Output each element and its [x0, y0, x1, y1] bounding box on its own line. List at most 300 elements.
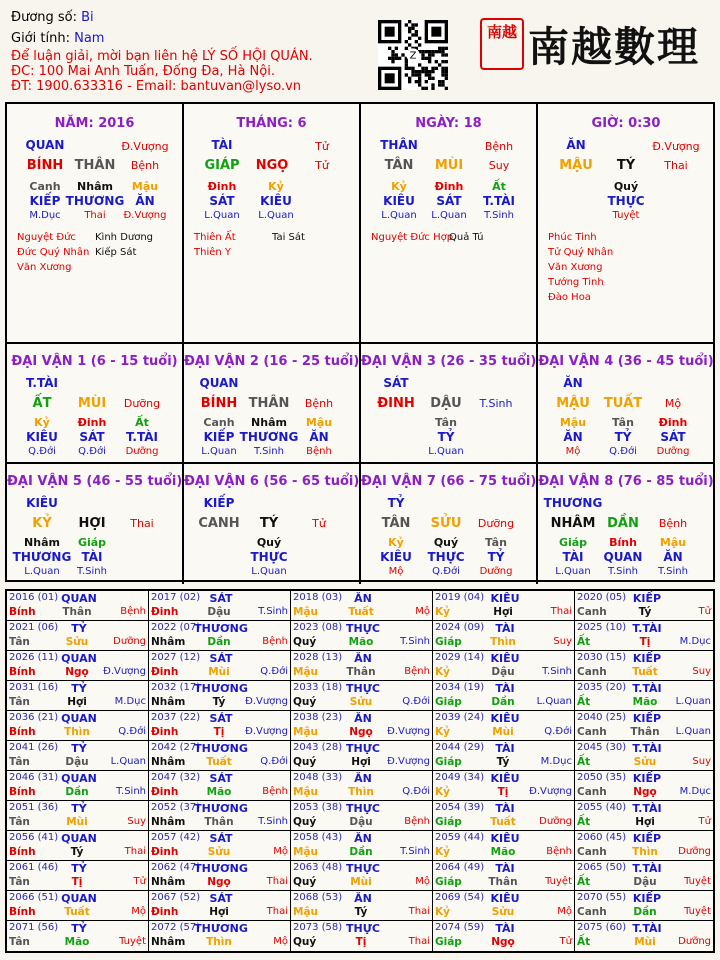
- annual-year: 2044 (29): [435, 742, 485, 753]
- annual-year: 2027 (12): [151, 652, 201, 663]
- annual-year: 2058 (43): [293, 832, 343, 843]
- annual-can: Giáp: [435, 696, 462, 708]
- annual-chi: Tý: [496, 756, 510, 768]
- annual-chi: Tý: [212, 696, 226, 708]
- annual-cell: [149, 831, 291, 861]
- annual-year: 2052 (37): [151, 802, 201, 813]
- pillar-misc: [17, 230, 153, 275]
- annual-cell: [291, 801, 433, 831]
- annual-can: Kỷ: [435, 846, 450, 858]
- dv-hidden-can: Quý: [433, 536, 459, 549]
- owner-line: [11, 10, 94, 26]
- dv-hidden-truong: L.Quan: [428, 446, 464, 457]
- annual-cell: [575, 621, 713, 651]
- annual-chi: Hợi: [67, 696, 87, 708]
- annual-truong: Q.Đới: [402, 786, 430, 797]
- annual-truong: Đ.Vượng: [245, 726, 288, 737]
- annual-year: 2032 (17): [151, 682, 201, 693]
- annual-chi: Ngọ: [207, 876, 231, 888]
- annual-truong: Đ.Vượng: [103, 666, 146, 677]
- annual-star: ĂN: [354, 592, 372, 605]
- annual-star: T.TÀI: [632, 922, 662, 935]
- annual-year: 2072 (57): [151, 922, 201, 933]
- pillar-truong: Tử: [315, 159, 329, 172]
- annual-chi: Ngọ: [349, 726, 373, 738]
- dv-hidden-truong: Dưỡng: [479, 566, 513, 577]
- annual-star: QUAN: [61, 892, 97, 905]
- dai-van-title: ĐẠI VẬN 8 (76 - 85 tuổi): [538, 474, 714, 489]
- annual-cell: [433, 591, 575, 621]
- dai-van-cell: [361, 344, 538, 464]
- dv-hidden-star: THỰC: [250, 550, 288, 564]
- annual-year: 2060 (45): [577, 832, 627, 843]
- annual-can: Mậu: [293, 666, 319, 678]
- annual-can: Nhâm: [151, 756, 186, 768]
- annual-truong: Q.Đới: [260, 756, 288, 767]
- annual-truong: Bệnh: [120, 606, 146, 617]
- annual-truong: Mộ: [415, 606, 430, 617]
- annual-can: Canh: [577, 606, 607, 618]
- dai-van-title: ĐẠI VẬN 5 (46 - 55 tuổi): [7, 474, 183, 489]
- annual-can: Giáp: [435, 756, 462, 768]
- annual-chi: Thìn: [64, 726, 90, 738]
- dai-van-truong: Bệnh: [304, 397, 334, 410]
- contact-line-1: Để luận giải, mời bạn liên hệ LÝ SỐ HỘI QUÁN.: [11, 49, 313, 64]
- annual-chi: Tị: [639, 636, 651, 648]
- annual-cell: [149, 891, 291, 921]
- annual-star: KIẾP: [632, 892, 662, 905]
- annual-cell: [575, 801, 713, 831]
- annual-truong: Mộ: [273, 846, 288, 857]
- annual-cell: [291, 591, 433, 621]
- annual-chi: Sửu: [491, 906, 515, 918]
- annual-cell: [7, 891, 149, 921]
- annual-chi: Hợi: [351, 756, 371, 768]
- pillar-misc: [194, 230, 305, 260]
- annual-star: QUAN: [61, 712, 97, 725]
- annual-cell: [575, 771, 713, 801]
- hidden-star: THỰC: [607, 194, 645, 208]
- annual-star: THỰC: [346, 742, 380, 755]
- annual-cell: [575, 921, 713, 951]
- pillar-main-star: TÀI: [211, 138, 233, 152]
- annual-can: Bính: [9, 666, 36, 678]
- annual-year: 2049 (34): [435, 772, 485, 783]
- annual-star: SÁT: [209, 712, 233, 725]
- pillar-cell: [361, 104, 538, 344]
- annual-star: THƯƠNG: [194, 862, 248, 875]
- annual-truong: Tuyệt: [545, 876, 572, 887]
- annual-star: THƯƠNG: [194, 622, 248, 635]
- annual-year: 2041 (26): [9, 742, 59, 753]
- hidden-can: Quý: [613, 180, 639, 193]
- annual-cell: [149, 921, 291, 951]
- dv-hidden-can: Nhâm: [251, 416, 287, 429]
- dv-hidden-truong: Q.Đới: [432, 566, 460, 577]
- annual-star: THỰC: [346, 922, 380, 935]
- dai-van-chi: MÙI: [77, 396, 107, 411]
- dai-van-chi: HỢI: [78, 516, 106, 531]
- dai-van-truong: Tử: [312, 517, 326, 530]
- pillar-can: TÂN: [384, 158, 414, 173]
- annual-chi: Mùi: [66, 816, 88, 828]
- annual-year: 2018 (03): [293, 592, 343, 603]
- annual-cell: [7, 711, 149, 741]
- dai-van-can: CANH: [198, 516, 240, 531]
- annual-truong: M.Dục: [679, 786, 711, 797]
- annual-star: ĂN: [354, 892, 372, 905]
- annual-chi: Mão: [348, 636, 374, 648]
- annual-chi: Thân: [488, 876, 518, 888]
- hidden-truong: L.Quan: [431, 210, 467, 221]
- annual-star: TỶ: [71, 802, 87, 815]
- dai-van-truong: Bệnh: [658, 517, 688, 530]
- dv-hidden-can: Nhâm: [24, 536, 60, 549]
- annual-star: QUAN: [61, 772, 97, 785]
- annual-year: 2051 (36): [9, 802, 59, 813]
- annual-cell: [575, 891, 713, 921]
- annual-chi: Dần: [633, 906, 657, 918]
- annual-chi: Dậu: [65, 756, 89, 768]
- misc-row: [194, 245, 305, 260]
- annual-year: 2024 (09): [435, 622, 485, 633]
- misc-star-left: Đào Hoa: [548, 292, 591, 303]
- annual-chi: Tị: [497, 786, 509, 798]
- dai-van-cell: [184, 464, 361, 584]
- annual-star: T.TÀI: [632, 682, 662, 695]
- dv-hidden-star: TÀI: [562, 550, 584, 564]
- annual-chi: Ngọ: [633, 786, 657, 798]
- annual-cell: [7, 741, 149, 771]
- dai-van-chi: THÂN: [248, 396, 290, 411]
- annual-cell: [575, 651, 713, 681]
- annual-can: Đinh: [151, 666, 179, 678]
- annual-year: 2042 (27): [151, 742, 201, 753]
- dv-hidden-truong: Dưỡng: [125, 446, 159, 457]
- annual-year: 2043 (28): [293, 742, 343, 753]
- dai-van-cell: [7, 464, 184, 584]
- annual-chi: Dần: [65, 786, 89, 798]
- misc-row: [17, 260, 153, 275]
- dai-van-cell: [7, 344, 184, 464]
- annual-cell: [433, 771, 575, 801]
- annual-can: Mậu: [293, 786, 319, 798]
- annual-chi: Sửu: [207, 846, 231, 858]
- red-seal-logo: [480, 18, 524, 70]
- annual-star: KIẾP: [632, 712, 662, 725]
- misc-star-left: Thiên Y: [194, 247, 232, 258]
- dv-hidden-can: Đinh: [658, 416, 688, 429]
- annual-truong: Suy: [127, 816, 146, 827]
- dai-van-title: ĐẠI VẬN 2 (16 - 25 tuổi): [184, 354, 360, 369]
- annual-star: TÀI: [495, 802, 515, 815]
- annual-year: 2069 (54): [435, 892, 485, 903]
- annual-can: Quý: [293, 756, 317, 768]
- annual-can: Giáp: [435, 816, 462, 828]
- annual-cell: [433, 741, 575, 771]
- annual-chi: Tị: [355, 936, 367, 948]
- pillar-cell: [184, 104, 361, 344]
- dv-hidden-can: Kỷ: [34, 416, 50, 429]
- annual-truong: M.Dục: [540, 756, 572, 767]
- dv-hidden-truong: Mộ: [388, 566, 404, 577]
- annual-truong: Q.Đới: [260, 666, 288, 677]
- annual-year: 2038 (23): [293, 712, 343, 723]
- annual-truong: T.Sinh: [258, 606, 288, 617]
- annual-star: KIẾP: [632, 772, 662, 785]
- dv-hidden-star: ĂN: [563, 430, 583, 444]
- annual-can: Mậu: [293, 906, 319, 918]
- annual-can: Tân: [9, 936, 30, 948]
- dai-van-star: KIÊU: [26, 496, 58, 510]
- annual-truong: Mộ: [131, 906, 146, 917]
- annual-truong: Q.Đới: [402, 696, 430, 707]
- dv-hidden-star: THƯƠNG: [12, 550, 72, 564]
- dv-hidden-truong: T.Sinh: [658, 566, 688, 577]
- annual-star: TÀI: [495, 622, 515, 635]
- annual-chi: Dậu: [349, 816, 373, 828]
- pillar-right-label: Bệnh: [484, 140, 514, 153]
- annual-truong: Q.Đới: [544, 726, 572, 737]
- pillar-title: NĂM: 2016: [54, 116, 135, 131]
- pillar-cell: [538, 104, 714, 344]
- pillar-main-star: ĂN: [566, 138, 586, 152]
- dai-van-chi: SỬU: [430, 516, 462, 531]
- hidden-can: Nhâm: [77, 180, 113, 193]
- hidden-star: KIÊU: [383, 194, 415, 208]
- annual-can: Ất: [577, 876, 591, 888]
- dv-hidden-star: THƯƠNG: [239, 430, 299, 444]
- annual-star: THỰC: [346, 622, 380, 635]
- dv-hidden-star: T.TÀI: [126, 430, 158, 444]
- dv-hidden-can: Tân: [485, 536, 507, 549]
- annual-can: Đinh: [151, 906, 179, 918]
- annual-cell: [291, 711, 433, 741]
- annual-can: Đinh: [151, 846, 179, 858]
- annual-year: 2025 (10): [577, 622, 627, 633]
- annual-truong: Đ.Vượng: [387, 756, 430, 767]
- annual-luck-table: [5, 589, 715, 953]
- annual-year: 2064 (49): [435, 862, 485, 873]
- annual-truong: Đ.Vượng: [245, 696, 288, 707]
- annual-star: KIÊU: [490, 652, 520, 665]
- annual-can: Ất: [577, 816, 591, 828]
- annual-can: Giáp: [435, 936, 462, 948]
- annual-cell: [291, 891, 433, 921]
- annual-truong: Tuyệt: [684, 906, 711, 917]
- contact-line-3: ĐT: 1900.633316 - Email: bantuvan@lyso.vn: [11, 79, 302, 94]
- dv-hidden-can: Mậu: [659, 536, 687, 549]
- annual-star: T.TÀI: [632, 742, 662, 755]
- annual-chi: Dần: [491, 696, 515, 708]
- annual-year: 2035 (20): [577, 682, 627, 693]
- annual-year: 2053 (38): [293, 802, 343, 813]
- annual-year: 2020 (05): [577, 592, 627, 603]
- annual-year: 2062 (47): [151, 862, 201, 873]
- annual-truong: Tử: [559, 936, 572, 947]
- annual-year: 2017 (02): [151, 592, 201, 603]
- annual-chi: Tị: [71, 876, 83, 888]
- annual-year: 2037 (22): [151, 712, 201, 723]
- annual-chi: Tị: [213, 726, 225, 738]
- seal-text: 南越: [486, 23, 517, 41]
- pillar-truong: Bệnh: [130, 159, 160, 172]
- annual-truong: Dưỡng: [678, 936, 711, 947]
- dv-hidden-can: Giáp: [77, 536, 107, 549]
- hidden-can: Kỷ: [391, 180, 407, 193]
- annual-year: 2030 (15): [577, 652, 627, 663]
- annual-truong: Đ.Vượng: [529, 786, 572, 797]
- annual-star: TỶ: [71, 622, 87, 635]
- dv-hidden-truong: L.Quan: [555, 566, 591, 577]
- hidden-can: Ất: [492, 180, 506, 193]
- annual-year: 2047 (32): [151, 772, 201, 783]
- annual-chi: Tý: [70, 846, 84, 858]
- annual-star: TÀI: [495, 862, 515, 875]
- annual-truong: Bệnh: [404, 666, 430, 677]
- dai-van-star: QUAN: [199, 376, 239, 390]
- annual-can: Kỷ: [435, 666, 450, 678]
- annual-can: Canh: [577, 846, 607, 858]
- annual-cell: [433, 831, 575, 861]
- annual-cell: [433, 621, 575, 651]
- annual-cell: [149, 621, 291, 651]
- annual-year: 2056 (41): [9, 832, 59, 843]
- annual-year: 2054 (39): [435, 802, 485, 813]
- pillar-main-star: QUAN: [25, 138, 65, 152]
- annual-chi: Sửu: [65, 636, 89, 648]
- annual-chi: Mão: [206, 786, 232, 798]
- annual-chi: Hợi: [209, 906, 229, 918]
- pillar-chi: TÝ: [616, 158, 636, 173]
- annual-year: 2059 (44): [435, 832, 485, 843]
- annual-can: Tân: [9, 876, 30, 888]
- annual-chi: Dần: [349, 846, 373, 858]
- annual-truong: Tử: [698, 606, 711, 617]
- annual-cell: [291, 831, 433, 861]
- annual-year: 2055 (40): [577, 802, 627, 813]
- annual-year: 2029 (14): [435, 652, 485, 663]
- annual-cell: [7, 651, 149, 681]
- annual-star: KIÊU: [490, 712, 520, 725]
- dai-van-truong: Dưỡng: [123, 397, 161, 410]
- dv-hidden-star: QUAN: [603, 550, 643, 564]
- annual-star: KIẾP: [632, 652, 662, 665]
- dai-van-can: MẬU: [556, 396, 590, 411]
- annual-can: Bính: [9, 786, 36, 798]
- dv-hidden-star: SÁT: [660, 430, 686, 444]
- misc-star-left: Tướng Tinh: [548, 277, 604, 288]
- annual-truong: Tử: [133, 876, 146, 887]
- annual-cell: [433, 711, 575, 741]
- dv-hidden-can: Bính: [609, 536, 637, 549]
- hidden-truong: L.Quan: [204, 210, 240, 221]
- dv-hidden-truong: L.Quan: [24, 566, 60, 577]
- annual-can: Quý: [293, 816, 317, 828]
- annual-can: Mậu: [293, 726, 319, 738]
- annual-chi: Sửu: [633, 756, 657, 768]
- annual-can: Giáp: [435, 876, 462, 888]
- annual-year: 2075 (60): [577, 922, 627, 933]
- pillar-title: GIỜ: 0:30: [591, 116, 661, 131]
- annual-year: 2039 (24): [435, 712, 485, 723]
- annual-year: 2066 (51): [9, 892, 59, 903]
- dv-hidden-can: Kỷ: [388, 536, 404, 549]
- dai-van-can: KỶ: [32, 516, 52, 531]
- dv-hidden-truong: T.Sinh: [608, 566, 638, 577]
- annual-truong: T.Sinh: [116, 786, 146, 797]
- misc-row: [371, 230, 483, 245]
- annual-cell: [575, 831, 713, 861]
- dv-hidden-truong: Mộ: [565, 446, 581, 457]
- annual-year: 2067 (52): [151, 892, 201, 903]
- hidden-star: THƯƠNG: [65, 194, 125, 208]
- misc-star-left: Thiên Ất: [194, 232, 236, 243]
- misc-row: [548, 245, 626, 260]
- qr-code-icon[interactable]: [378, 20, 448, 90]
- gender-line: [11, 31, 104, 47]
- annual-can: Canh: [577, 666, 607, 678]
- dai-van-can: ĐINH: [377, 396, 415, 411]
- annual-year: 2070 (55): [577, 892, 627, 903]
- annual-cell: [575, 591, 713, 621]
- annual-chi: Hợi: [635, 816, 655, 828]
- annual-cell: [433, 861, 575, 891]
- hidden-truong: Đ.Vượng: [123, 210, 167, 221]
- annual-truong: Dưỡng: [678, 846, 711, 857]
- annual-truong: M.Dục: [114, 696, 146, 707]
- annual-cell: [433, 801, 575, 831]
- annual-star: THƯƠNG: [194, 682, 248, 695]
- annual-can: Kỷ: [435, 606, 450, 618]
- dv-hidden-star: TỶ: [614, 430, 632, 444]
- dv-hidden-truong: T.Sinh: [254, 446, 284, 457]
- annual-truong: L.Quan: [536, 696, 572, 707]
- misc-star-right: Kiếp Sát: [95, 247, 137, 258]
- misc-star-left: Văn Xương: [548, 262, 603, 273]
- annual-year: 2031 (16): [9, 682, 59, 693]
- pillar-chi: MÙI: [434, 158, 464, 173]
- annual-cell: [149, 861, 291, 891]
- annual-chi: Tuất: [632, 666, 658, 678]
- annual-chi: Tuất: [348, 606, 374, 618]
- annual-star: SÁT: [209, 592, 233, 605]
- annual-truong: Tuyệt: [119, 936, 146, 947]
- hidden-star: KIẾP: [29, 194, 61, 208]
- annual-truong: L.Quan: [675, 726, 711, 737]
- misc-star-left: Nguyệt Đức Hợp: [371, 232, 454, 243]
- annual-chi: Thân: [346, 666, 376, 678]
- misc-star-right: Tai Sát: [272, 232, 305, 243]
- misc-star-left: Phúc Tinh: [548, 232, 597, 243]
- annual-year: 2073 (58): [293, 922, 343, 933]
- owner-label: Đương số:: [11, 10, 77, 25]
- annual-star: THỰC: [346, 682, 380, 695]
- dv-hidden-truong: L.Quan: [251, 566, 287, 577]
- dai-van-truong: T.Sinh: [479, 397, 513, 410]
- annual-chi: Mùi: [208, 666, 230, 678]
- dv-hidden-star: KIÊU: [26, 430, 58, 444]
- dv-hidden-truong: Bệnh: [306, 446, 332, 457]
- pillar-title: NGÀY: 18: [415, 116, 482, 131]
- dai-van-truong: Thai: [130, 517, 154, 530]
- annual-chi: Mão: [632, 696, 658, 708]
- hidden-star: T.TÀI: [483, 194, 515, 208]
- annual-year: 2048 (33): [293, 772, 343, 783]
- annual-star: T.TÀI: [632, 802, 662, 815]
- annual-cell: [291, 861, 433, 891]
- misc-star-right: Quả Tú: [449, 232, 484, 243]
